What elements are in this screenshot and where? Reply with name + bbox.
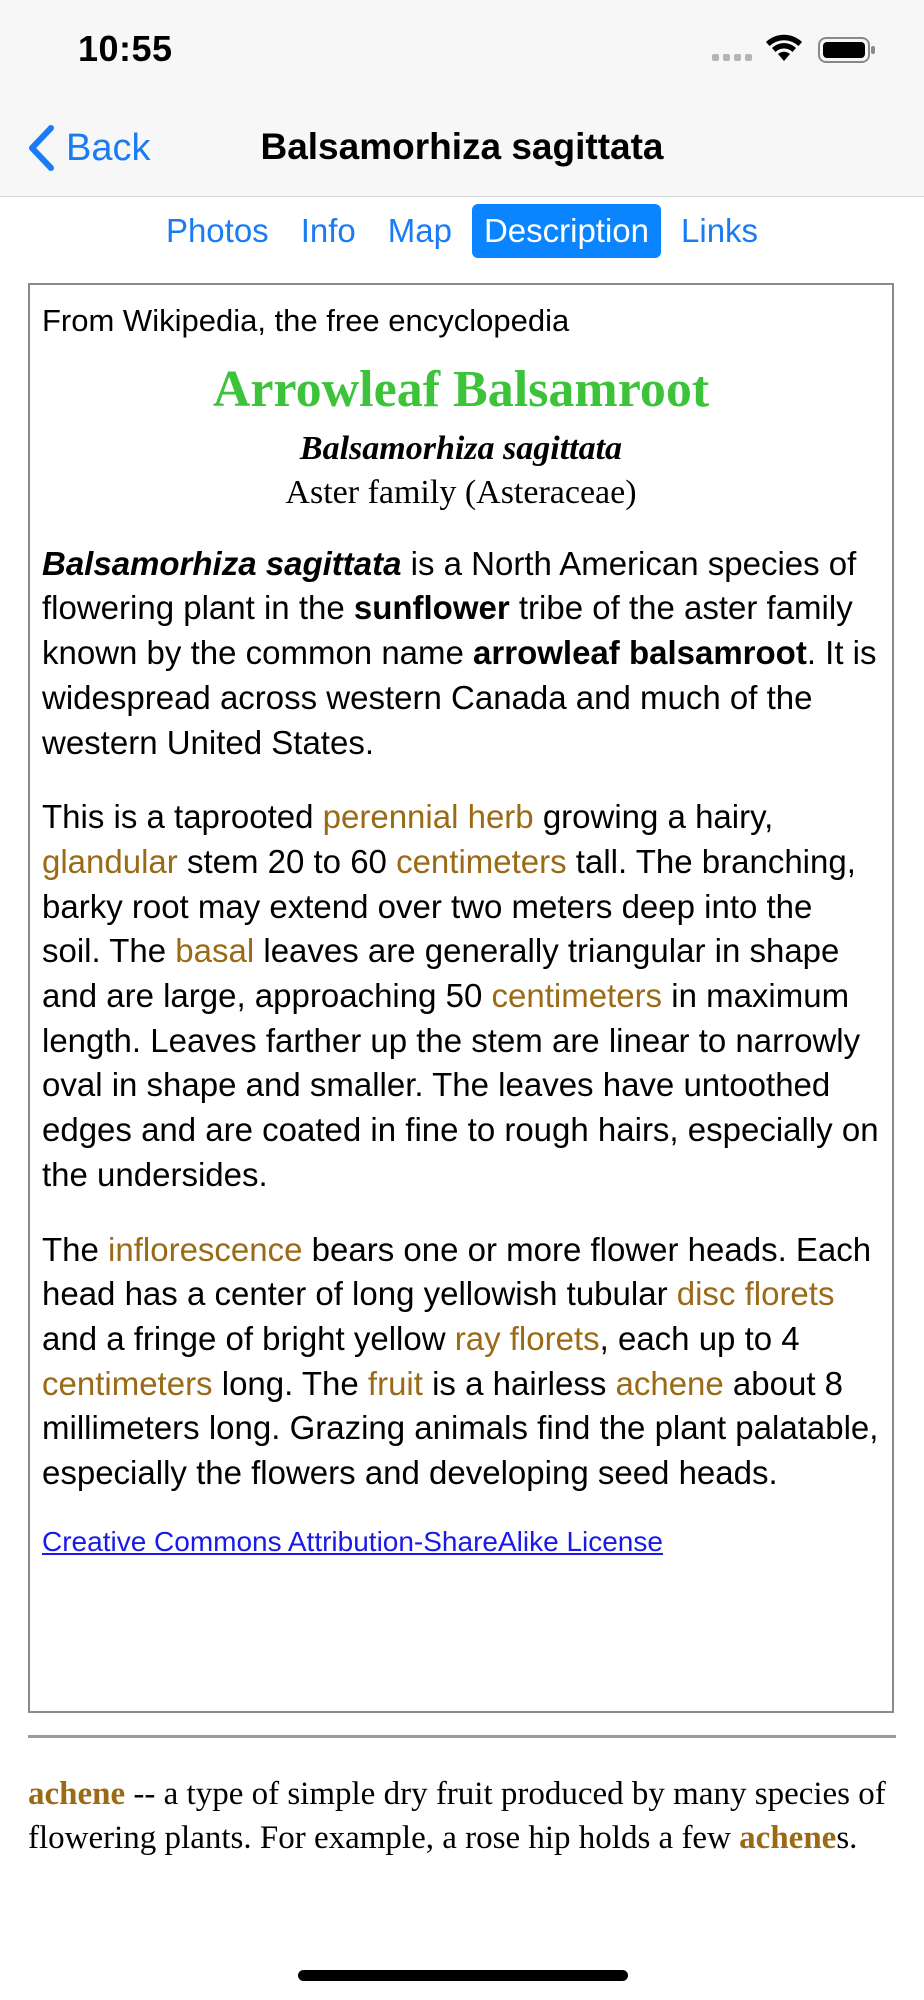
source-line: From Wikipedia, the free encyclopedia [42, 303, 570, 338]
text: and a fringe of bright yellow [42, 1319, 455, 1357]
glossary-link[interactable]: glandular [42, 842, 178, 880]
tab-map[interactable]: Map [387, 212, 452, 249]
heading-block [42, 359, 880, 511]
battery-icon [818, 36, 876, 64]
glossary-link[interactable]: inflorescence [108, 1230, 303, 1268]
text: in maximum length. Leaves farther up the stem are linear to narrowly oval in shape and smaller. The leaves have untoothed edges and are coated in fine to rough hairs, especially on the undersides. [42, 977, 879, 1193]
text: is a hairless [422, 1364, 616, 1402]
tab-info[interactable]: Info [300, 212, 356, 249]
text: bears one or more flower heads. Each head has a center of long yellowish tubular [42, 1230, 872, 1313]
glossary-link[interactable]: ray florets [454, 1319, 600, 1357]
definition-term: achene [28, 1776, 126, 1812]
paragraph-description [42, 795, 880, 1197]
glossary-link[interactable]: disc florets [676, 1275, 835, 1313]
glossary-link[interactable]: basal [175, 932, 255, 970]
home-indicator[interactable] [298, 1970, 628, 1981]
text: long. The [212, 1364, 368, 1402]
glossary-definition [28, 1772, 898, 1860]
bold-term: arrowleaf balsamroot [473, 634, 807, 672]
text: . It is widespread across western Canada and much of the western United States. [42, 634, 877, 761]
signal-dots-icon [712, 54, 756, 62]
nav-title: Balsamorhiza sagittata [260, 126, 664, 167]
tab-bar [0, 201, 924, 261]
text: tall. The branching, barky root may extend over two meters deep into the soil. The [42, 842, 856, 970]
status-time: 10:55 [78, 28, 173, 69]
tab-description[interactable]: Description [472, 204, 661, 258]
glossary-link[interactable]: centimeters [491, 977, 663, 1015]
license-link[interactable]: Creative Commons Attribution-ShareAlike License [42, 1525, 663, 1557]
text: leaves are generally triangular in shape and are large, approaching 50 [42, 932, 840, 1015]
glossary-link[interactable]: centimeters [396, 842, 567, 880]
definition-text: -- a type of simple dry fruit produced by many species of flowering plants. For example, a rose hip holds a few [28, 1776, 886, 1856]
text: tribe of the aster family known by the common name [42, 589, 853, 672]
glossary-link[interactable]: centimeters [42, 1364, 213, 1402]
wifi-icon [764, 34, 804, 64]
back-label: Back [66, 126, 151, 169]
bold-term: sunflower [353, 589, 510, 627]
glossary-link[interactable]: fruit [367, 1364, 423, 1402]
family-name: Aster family (Asteraceae) [285, 473, 637, 511]
navigation-bar [0, 100, 924, 197]
text: The [42, 1230, 109, 1268]
glossary-link[interactable]: achene [615, 1364, 724, 1402]
scientific-name-inline: Balsamorhiza sagittata [42, 544, 402, 582]
definition-term-plural: achene [739, 1820, 837, 1856]
text: , each up to 4 [599, 1319, 800, 1357]
scientific-name: Balsamorhiza sagittata [299, 429, 623, 467]
paragraph-flowers [42, 1228, 880, 1496]
tab-links[interactable]: Links [681, 212, 759, 249]
status-bar [0, 0, 924, 100]
common-name: Arrowleaf Balsamroot [212, 361, 710, 419]
text: growing a hairy, [533, 798, 774, 836]
glossary-link[interactable]: perennial herb [322, 798, 534, 836]
description-article[interactable] [28, 283, 894, 1713]
text: This is a taprooted [42, 798, 323, 836]
paragraph-intro [42, 542, 880, 766]
divider [28, 1735, 896, 1738]
text: about 8 millimeters long. Grazing animals find the plant palatable, especially the flowers and developing seed heads. [42, 1364, 879, 1492]
text: is a North American species of flowering plant in the [42, 544, 857, 627]
tab-photos[interactable]: Photos [165, 212, 269, 249]
definition-suffix: s. [836, 1820, 858, 1856]
text: stem 20 to 60 [177, 842, 397, 880]
